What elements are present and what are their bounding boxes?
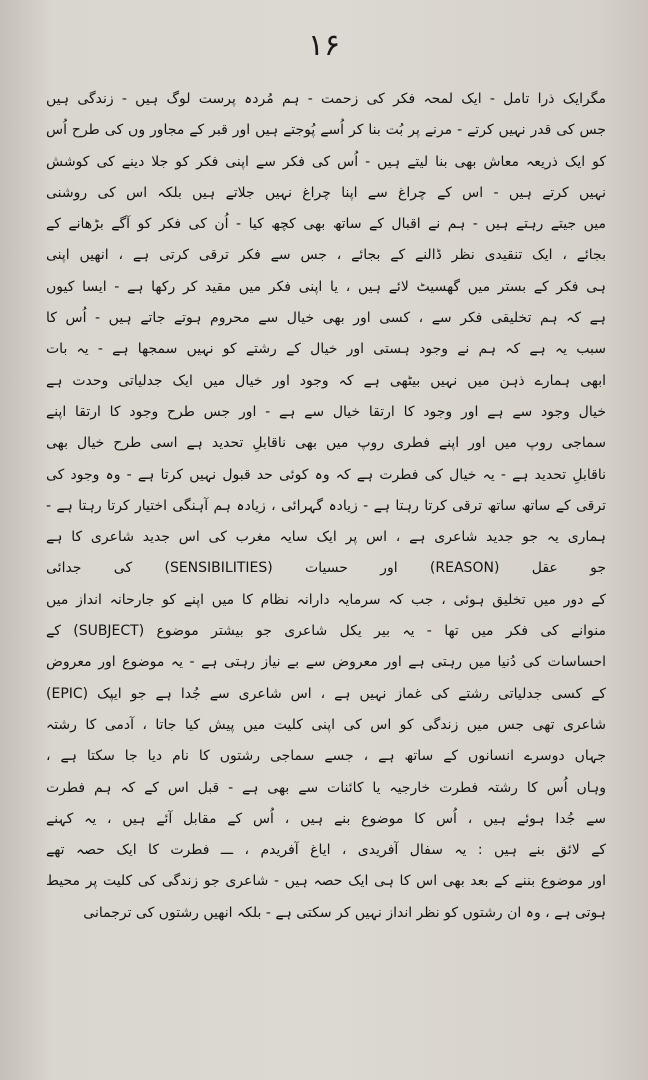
text-line: ہماری یہ جو جدید شاعری ہے ، اس پر ایک سایہ مغرب کی اس جدید شاعری کا ہے [46, 529, 606, 546]
text-line: ناقابلِ تحدید ہے - یہ خیال کی فطرت ہے کہ وہ کوئی حد قبول نہیں کرتا ہے - وہ وجود کی [46, 466, 606, 483]
text-line: سماجی روپ میں اور اپنے فطری روپ میں بھی ناقابلِ تحدید ہے اسی طرح خیال بھی [46, 435, 606, 452]
text-line: مگرایک ذرا تامل - ایک لمحہ فکر کی زحمت - ہم مُردہ پرست لوگ ہیں - زندگی ہیں [46, 91, 606, 107]
text-line: کے دور میں تخلیق ہوئی ، جب کہ سرمایہ دارانہ نظام کا میں اپنے کو جارحانہ انداز میں [46, 591, 606, 608]
text-line: ابھی ہمارے ذہن میں نہیں بیٹھی ہے کہ وجود اور خیال میں ایک جدلیاتی وحدت ہے [46, 372, 606, 389]
text-line: میں جیتے رہتے ہیں - ہم نے اقبال کے ساتھ بھی کچھ کیا - اُن کی فکر کو آگے بڑھانے کے [46, 216, 606, 233]
text-line: بجائے ، ایک تنقیدی نظر ڈالنے کے بجائے ، جس سے فکر ترقی کرتی ہے ، انھیں اپنی [46, 247, 606, 264]
text-line: وہاں اُس کا رشتہ فطرت خارجیہ یا کائنات سے بھی ہے - قبل اس کے کہ ہم فطرت [46, 779, 606, 796]
body-text [46, 84, 606, 1054]
text-line: سے جُدا ہوئے ہیں ، اُس کا موضوع بنے ہیں ، اُس کے مقابل آئے ہیں ، یہ کہنے [46, 810, 606, 827]
text-line: ہوتی ہے ، وہ ان رشتوں کو نظر انداز نہیں کر سکتی ہے - بلکہ انھیں رشتوں کی ترجمانی [83, 904, 606, 921]
text-line: سبب یہ ہے کہ ہم نے وجود ہستی اور خیال کے رشتے کو نہیں سمجھا ہے - یہ بات [46, 341, 606, 358]
page-number: ۱۶ [307, 28, 341, 63]
text-line: ہے کہ ہم تخلیقی فکر سے ، کسی اور بھی خیال سے محروم ہوتے جاتے ہیں - اُس کا [46, 310, 606, 327]
text-line: کے لائق بنے ہیں : یہ سفال آفریدی ، ایاغ آفریدم ، ـــ فطرت کا ایک حصہ تھے [46, 842, 606, 859]
text-line: کے کسی جدلیاتی رشتے کی غماز نہیں ہے ، اس شاعری سے جُدا ہے جو ایپک (EPIC) [46, 685, 606, 702]
text-line: جو عقل (REASON) اور حسیات (SENSIBILITIES) کی جدائی [46, 560, 606, 577]
text-line: ہی فکر کے بستر میں گھسیٹ لائے ہیں ، یا اپنی فکر میں مقید کر رکھا ہے - ایسا کیوں [46, 278, 606, 295]
text-line: شاعری تھی جس میں زندگی کو اس کی اپنی کلیت میں پیش کیا جاتا ، آدمی کا رشتہ [46, 716, 606, 733]
text-line: نہیں کرتے ہیں - اس کے چراغ سے اپنا چراغ نہیں جلاتے ہیں بلکہ اس کی روشنی [46, 184, 606, 201]
text-line: خیال وجود سے ہے اور وجود کا ارتقا خیال سے ہے - اور جس طرح وجود کا ارتقا اپنے [46, 403, 606, 420]
text-line: اور موضوع بننے کے بعد بھی اس کا ہی ایک حصہ ہیں - شاعری جو زندگی کی کلیت پر محیط [46, 873, 606, 890]
text-line: جس کی قدر نہیں کرتے - مرنے پر بُت بنا کر اُسے پُوجتے ہیں اور قبر کے مجاور وں کی طرح اُس [46, 122, 606, 139]
text-line: منوانے کی فکر میں تھا - یہ بیر یکل شاعری جو بیشتر موضوع (SUBJECT) کے [46, 623, 606, 640]
text-line: ترقی کے ساتھ ساتھ ترقی کرتا رہتا ہے - زیادہ گہرائی ، زیادہ ہم آہنگی اختیار کرتا رہتا ہے - [46, 497, 606, 514]
text-line: جہاں دوسرے انسانوں کے ساتھ ہے ، جسے سماجی رشتوں کا نام دیا جا سکتا ہے ، [46, 748, 606, 765]
text-line: احساسات کی دُنیا میں رہتی ہے اور معروض سے بے نیاز رہتی ہے - یہ موضوع اور معروض [46, 654, 606, 671]
text-line: کو ایک ذریعہ معاش بھی بنا لیتے ہیں - اُس کی فکر سے اپنی فکر کو جلا دینے کی کوشش [46, 153, 606, 170]
